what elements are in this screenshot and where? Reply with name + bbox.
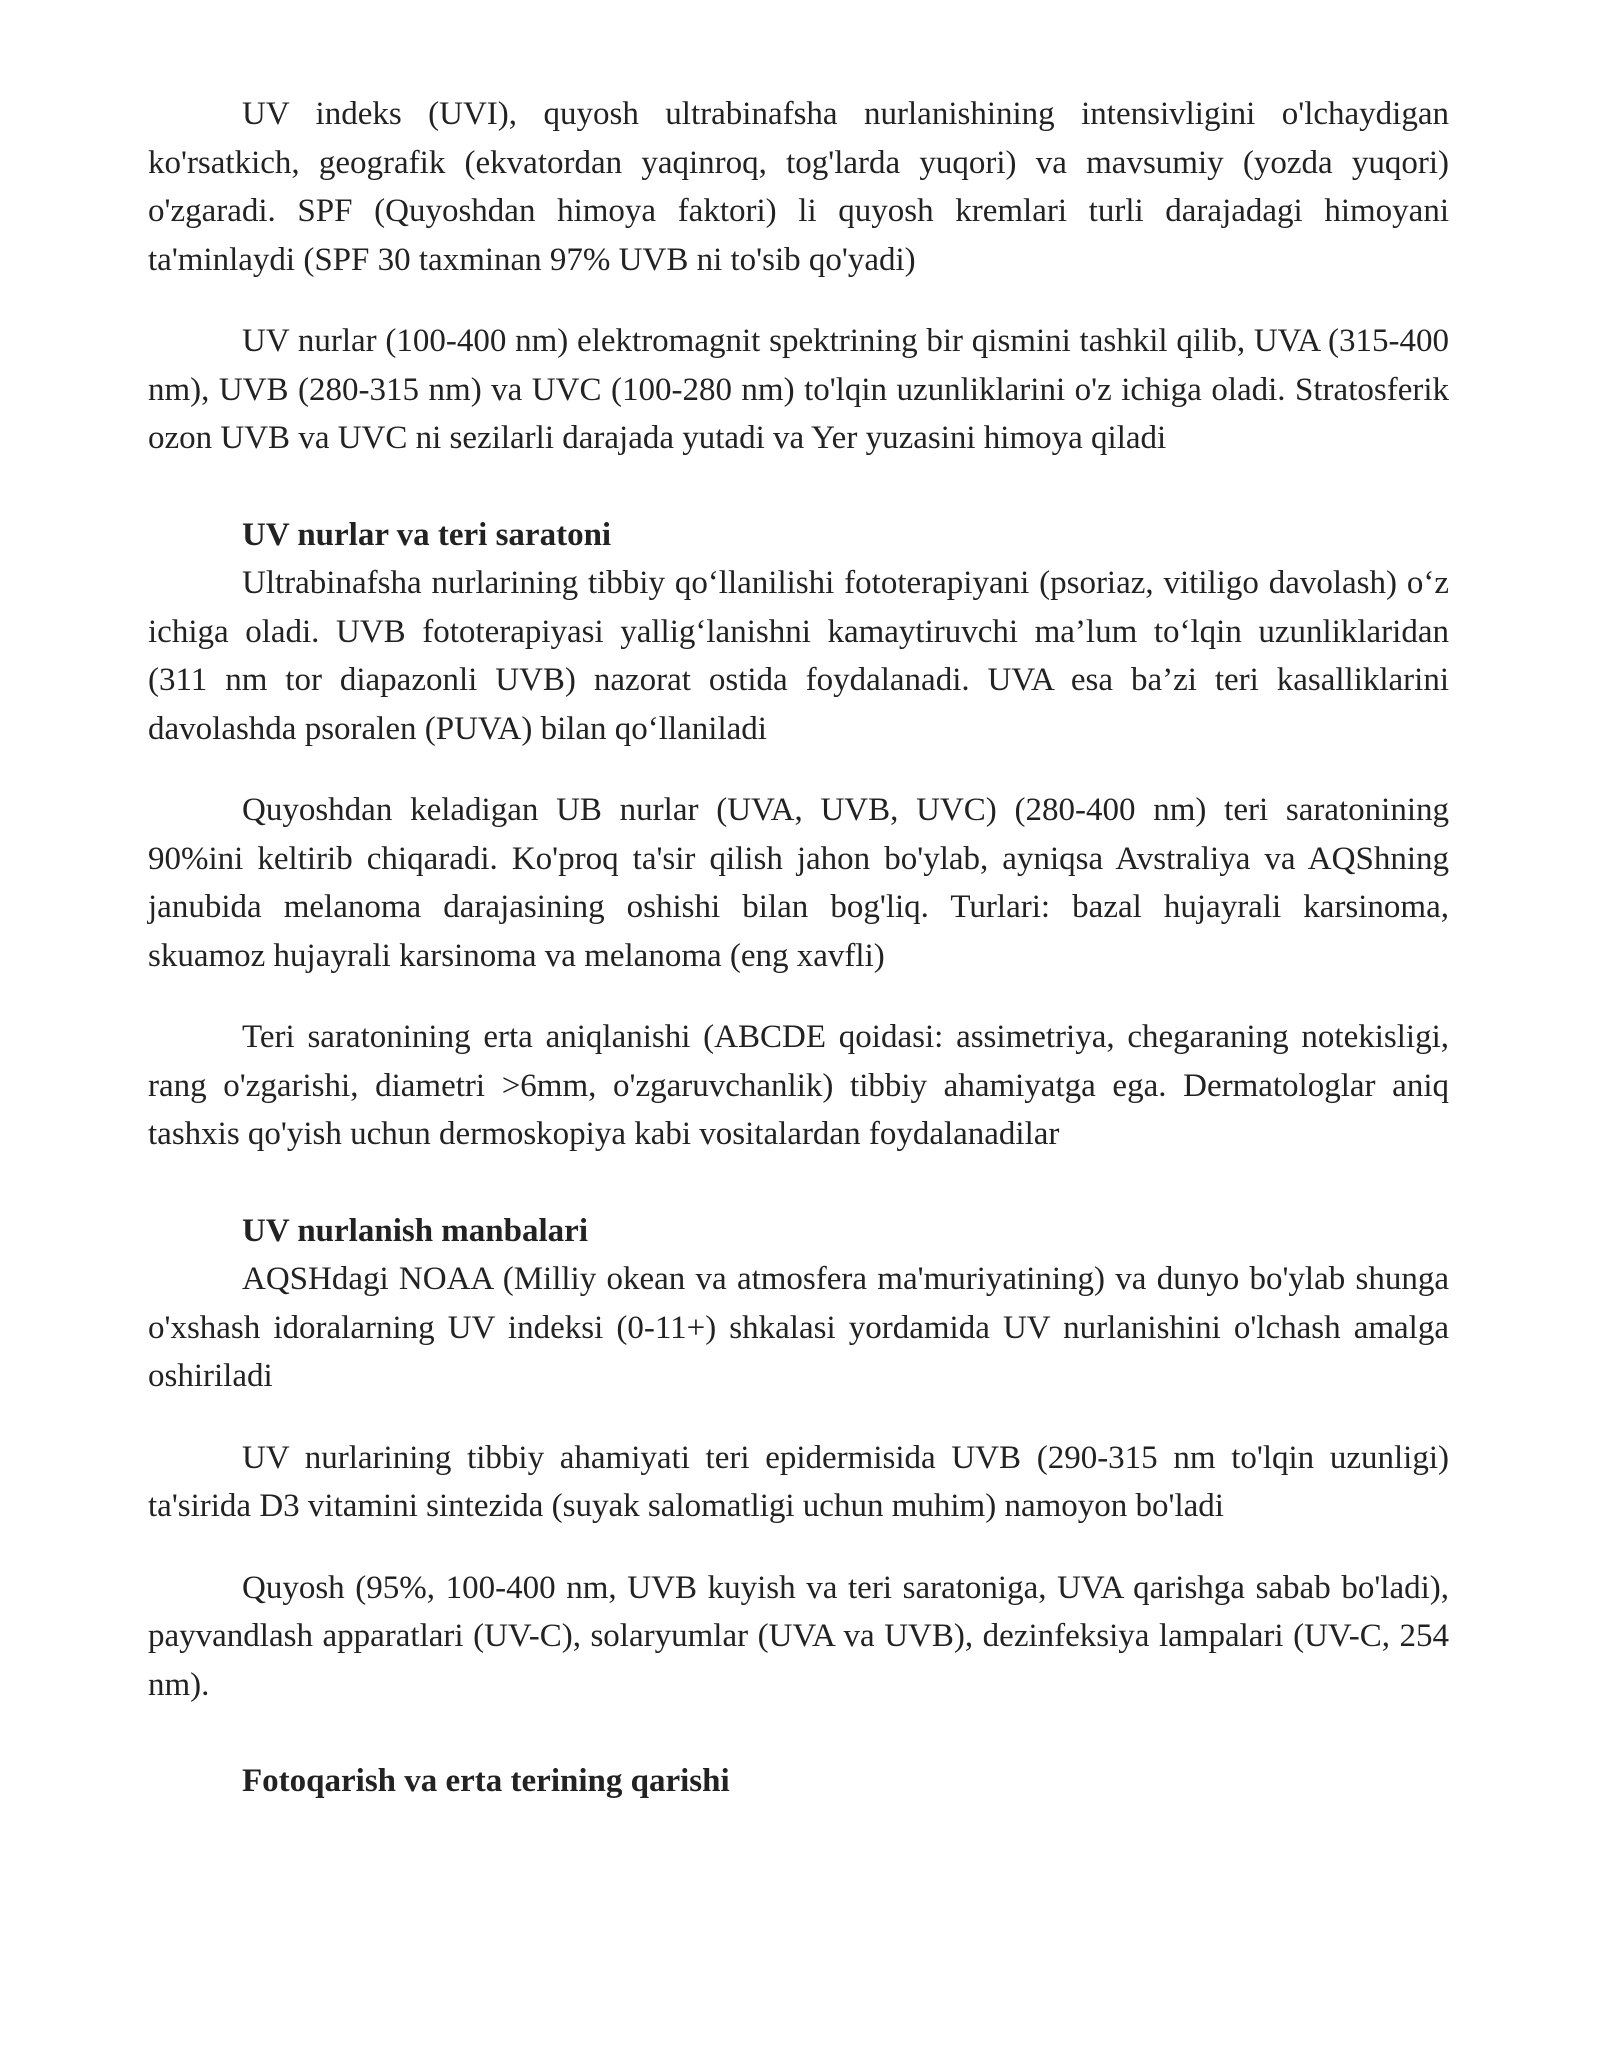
paragraph-phototherapy: Ultrabinafsha nurlarining tibbiy qo‘llanilishi fototerapiyani (psoriaz, vitiligo davolash) o‘z ichiga oladi. UVB fototerapiyasi yallig‘lanishni kamaytiruvchi ma’lum to‘lqin uzunliklaridan (311 nm tor diapazonli UVB) nazorat ostida foydalanadi. UVA esa ba’zi teri kasalliklarini davolashda psoralen (PUVA) bilan qo‘llaniladi [148, 565, 1449, 747]
paragraph-uv-spectrum: UV nurlar (100-400 nm) elektromagnit spektrining bir qismini tashkil qilib, UVA (315-400 nm), UVB (280-315 nm) va UVC (100-280 nm) to'lqin uzunliklarini o'z ichiga oladi. Stratosferik ozon UVB va UVC ni sezilarli darajada yutadi va Yer yuzasini himoya qiladi [148, 323, 1449, 456]
paragraph-uv-sources-list: Quyosh (95%, 100-400 nm, UVB kuyish va teri saratoniga, UVA qarishga sabab bo'ladi), payvandlash apparatlari (UV-C), solaryumlar (UVA va UVB), dezinfeksiya lampalari (UV-C, 254 nm). [148, 1569, 1449, 1703]
paragraph-skin-cancer-causes: Quyoshdan keladigan UB nurlar (UVA, UVB, UVC) (280-400 nm) teri saratonining 90%ini keltirib chiqaradi. Ko'proq ta'sir qilish jahon bo'ylab, ayniqsa Avstraliya va AQShning janubida melanoma darajasining oshishi bilan bog'liq. Turlari: bazal hujayrali karsinoma, skuamoz hujayrali karsinoma va melanoma (eng xavfli) [148, 792, 1449, 974]
paragraph-early-detection: Teri saratonining erta aniqlanishi (ABCDE qoidasi: assimetriya, chegaraning notekisligi, rang o'zgarishi, diametri >6mm, o'zgaruvchanlik) tibbiy ahamiyatga ega. Dermatologlar aniq tashxis qo'yish uchun dermoskopiya kabi vositalardan foydalanadilar [148, 1019, 1449, 1152]
heading-uv-sources: UV nurlanish manbalari [242, 1212, 588, 1249]
paragraph-uv-index: UV indeks (UVI), quyosh ultrabinafsha nurlanishining intensivligini o'lchaydigan ko'rsatkich, geografik (ekvatordan yaqinroq, tog'larda yuqori) va mavsumiy (yozda yuqori) o'zgaradi. SPF (Quyoshdan himoya faktori) li quyosh kremlari turli darajadagi himoyani ta'minlaydi (SPF 30 taxminan 97% UVB ni to'sib qo'yadi) [148, 96, 1449, 278]
paragraph-vitamin-d: UV nurlarining tibbiy ahamiyati teri epidermisida UVB (290-315 nm to'lqin uzunligi) ta'sirida D3 vitamini sintezida (suyak salomatligi uchun muhim) namoyon bo'ladi [148, 1439, 1449, 1524]
heading-uv-skin-cancer: UV nurlar va teri saratoni [242, 516, 612, 553]
paragraph-noaa-measurement: AQSHdagi NOAA (Milliy okean va atmosfera ma'muriyatining) va dunyo bo'ylab shunga o'xshash idoralarning UV indeksi (0-11+) shkalasi yordamida UV nurlanishini o'lchash amalga oshiriladi [148, 1261, 1449, 1394]
heading-photoaging: Fotoqarish va erta terining qarishi [242, 1763, 730, 1799]
